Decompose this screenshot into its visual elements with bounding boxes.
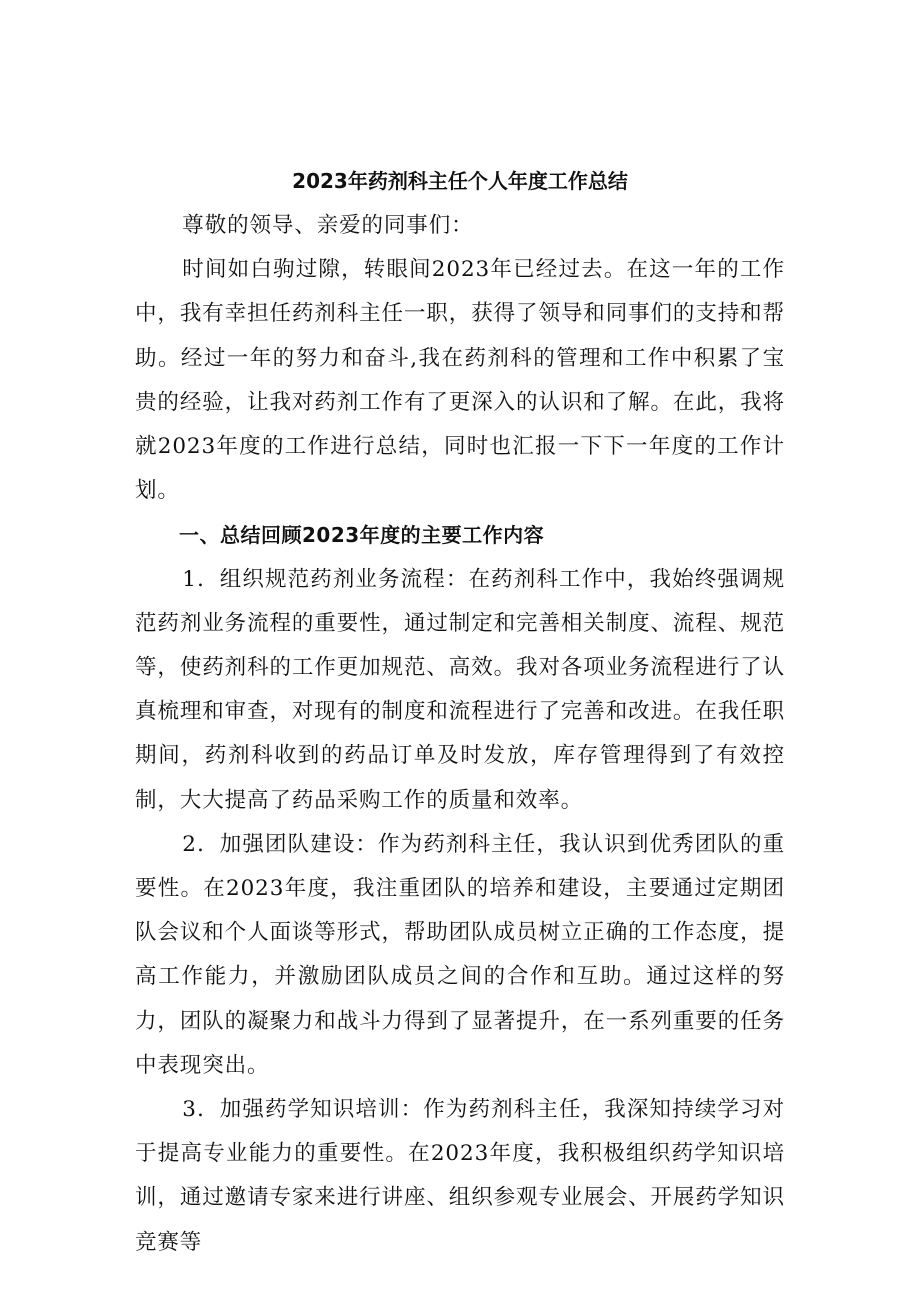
item-paragraph-2: 2．加强团队建设：作为药剂科主任，我认识到优秀团队的重要性。在2023年度，我注重团队的培养和建设，主要通过定期团队会议和个人面谈等形式，帮助团队成员树立正确的工作态度，提高工作能力，并激励团队成员之间的合作和互助。通过这样的努力，团队的凝聚力和战斗力得到了显著提升，在一系列重要的任务中表现突出。: [135, 831, 785, 1078]
item-paragraph-1: 1．组织规范药剂业务流程：在药剂科工作中，我始终强调规范药剂业务流程的重要性，通过制定和完善相关制度、流程、规范等，使药剂科的工作更加规范、高效。我对各项业务流程进行了认真梳理和审查，对现有的制度和流程进行了完善和改进。在我任职期间，药剂科收到的药品订单及时发放，库存管理得到了有效控制，大大提高了药品采购工作的质量和效率。: [135, 566, 785, 813]
section-heading: 一、总结回顾2023年度的主要工作内容: [179, 523, 545, 548]
item-paragraph-3: 3．加强药学知识培训：作为药剂科主任，我深知持续学习对于提高专业能力的重要性。在2023年度，我积极组织药学知识培训，通过邀请专家来进行讲座、组织参观专业展会、开展药学知识竞赛等: [135, 1097, 785, 1255]
greeting-paragraph: 尊敬的领导、亲爱的同事们：: [182, 213, 474, 238]
intro-paragraph: 时间如白驹过隙，转眼间2023年已经过去。在这一年的工作中，我有幸担任药剂科主任一职，获得了领导和同事们的支持和帮助。经过一年的努力和奋斗,我在药剂科的管理和工作中积累了宝贵的经验，让我对药剂工作有了更深入的认识和了解。在此，我将就2023年度的工作进行总结，同时也汇报一下下一年度的工作计划。: [135, 257, 785, 504]
document-title: 2023年药剂科主任个人年度工作总结: [292, 169, 628, 193]
document-body: [135, 204, 785, 1265]
